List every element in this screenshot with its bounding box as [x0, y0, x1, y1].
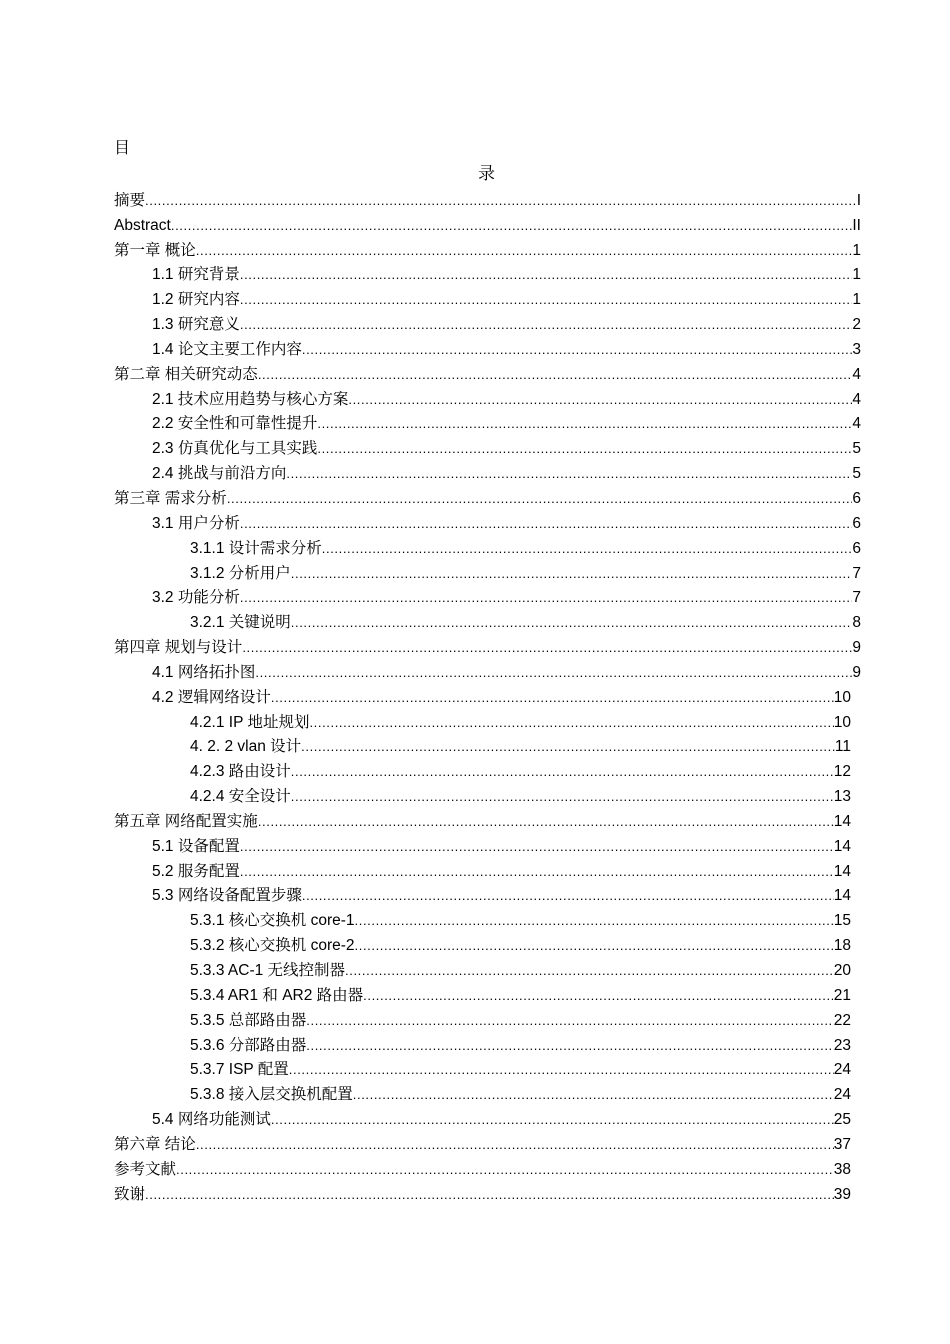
toc-entry-page-number: I — [856, 191, 861, 209]
toc-entry-title: 5.3.1 核心交换机 core-1 — [190, 912, 355, 930]
toc-entry-page-number: 23 — [833, 1036, 851, 1054]
toc-entry-page-number: 5 — [852, 465, 861, 483]
toc-entry-page-number: 6 — [852, 514, 861, 532]
toc-entry-title: 4.2 逻辑网络设计 — [152, 688, 271, 706]
dot-leader — [348, 391, 852, 410]
toc-entry[interactable] — [114, 708, 861, 733]
dot-leader — [289, 1061, 834, 1080]
toc-entry-title: 5.1 设备配置 — [152, 837, 240, 855]
toc-entry-title: 5.3.7 ISP 配置 — [190, 1061, 289, 1079]
toc-entry-page-number: 11 — [834, 738, 851, 756]
toc-entry-page-number: 7 — [852, 589, 861, 607]
toc-entry[interactable] — [114, 683, 861, 708]
toc-entry-title: 5.3.6 分部路由器 — [190, 1036, 307, 1054]
dot-leader — [196, 242, 853, 261]
toc-entry-page-number: 9 — [852, 663, 861, 681]
dot-leader — [286, 465, 852, 484]
toc-entry-title: 摘要 — [114, 191, 146, 209]
toc-entry[interactable] — [114, 1080, 861, 1105]
toc-entry-page-number: II — [852, 216, 861, 234]
toc-entry[interactable] — [114, 559, 861, 584]
toc-entry[interactable] — [114, 509, 861, 534]
dot-leader — [145, 192, 857, 211]
dot-leader — [171, 217, 853, 236]
toc-entry-title: 第三章 需求分析 — [114, 489, 227, 507]
toc-entry[interactable] — [114, 236, 861, 261]
toc-entry[interactable] — [114, 584, 861, 609]
toc-entry-title: 第四章 规划与设计 — [114, 639, 243, 657]
toc-entry-page-number: 1 — [852, 241, 861, 259]
dot-leader — [255, 664, 852, 683]
toc-entry-title: 5.3.8 接入层交换机配置 — [190, 1086, 353, 1104]
dot-leader — [302, 341, 853, 360]
toc-entry[interactable] — [114, 981, 861, 1006]
toc-entry[interactable] — [114, 360, 861, 385]
toc-entry-title: 1.3 研究意义 — [152, 316, 240, 334]
toc-entry[interactable] — [114, 757, 861, 782]
toc-entry-title: 3.2.1 关键说明 — [190, 614, 291, 632]
toc-entry-page-number: 21 — [833, 986, 851, 1004]
toc-entry-title: 2.4 挑战与前沿方向 — [152, 465, 287, 483]
toc-entry-title: 3.1 用户分析 — [152, 514, 240, 532]
dot-leader — [363, 987, 834, 1006]
toc-entry-title: 3.1.2 分析用户 — [190, 564, 291, 582]
toc-entry-page-number: 14 — [833, 812, 851, 830]
toc-entry-title: 4.2.3 路由设计 — [190, 763, 291, 781]
dot-leader — [271, 689, 834, 708]
toc-entry[interactable] — [114, 633, 861, 658]
toc-entry-title: 3.1.1 设计需求分析 — [190, 539, 322, 557]
toc-entry-title: 5.4 网络功能测试 — [152, 1111, 271, 1129]
dot-leader — [345, 962, 834, 981]
toc-entry-title: 2.3 仿真优化与工具实践 — [152, 440, 318, 458]
toc-entry-page-number: 14 — [833, 862, 851, 880]
toc-entry-page-number: 5 — [852, 440, 861, 458]
toc-entry-title: Abstract — [114, 216, 171, 234]
dot-leader — [240, 291, 853, 310]
dot-leader — [242, 639, 852, 658]
toc-entry-page-number: 20 — [833, 962, 851, 979]
toc-entry-page-number: 22 — [833, 1011, 851, 1029]
dot-leader — [291, 614, 853, 633]
dot-leader — [145, 1186, 834, 1205]
toc-entry-page-number: 24 — [833, 1061, 851, 1079]
toc-entry-page-number: 6 — [852, 489, 861, 507]
toc-entry-title: 参考文献 — [114, 1160, 177, 1178]
dot-leader — [353, 1086, 834, 1105]
dot-leader — [317, 440, 852, 459]
toc-entry[interactable] — [114, 782, 861, 807]
toc-heading-char-2: 录 — [478, 164, 495, 183]
toc-entry-title: 1.4 论文主要工作内容 — [152, 340, 302, 358]
toc-entry-title: 4.1 网络拓扑图 — [152, 663, 256, 681]
toc-entry-title: 5.3.3 AC-1 无线控制器 — [190, 962, 346, 979]
toc-entry-title: 2.1 技术应用趋势与核心方案 — [152, 390, 349, 408]
toc-entry-page-number: 4 — [852, 365, 861, 383]
dot-leader — [355, 912, 834, 931]
toc-entry[interactable] — [114, 931, 861, 956]
dot-leader — [240, 266, 853, 285]
toc-entry[interactable] — [114, 733, 861, 758]
toc-entry[interactable] — [114, 534, 861, 559]
table-of-contents — [114, 186, 861, 1205]
toc-entry-title: 第五章 网络配置实施 — [114, 812, 258, 830]
toc-entry[interactable] — [114, 658, 861, 683]
dot-leader — [291, 565, 853, 584]
toc-entry[interactable] — [114, 1006, 861, 1031]
dot-leader — [302, 887, 834, 906]
toc-entry-page-number: 4 — [852, 390, 861, 408]
toc-entry[interactable] — [114, 608, 861, 633]
toc-entry-page-number: 4 — [852, 415, 861, 433]
toc-entry-title: 5.3.4 AR1 和 AR2 路由器 — [190, 986, 364, 1004]
dot-leader — [240, 838, 834, 857]
toc-entry-page-number: 13 — [833, 788, 851, 806]
toc-entry-page-number: 8 — [852, 614, 861, 632]
toc-entry-page-number: 7 — [852, 564, 861, 582]
toc-entry[interactable] — [114, 285, 861, 310]
toc-entry-title: 第二章 相关研究动态 — [114, 365, 258, 383]
toc-entry[interactable] — [114, 807, 861, 832]
toc-entry-page-number: 1 — [852, 266, 861, 284]
dot-leader — [258, 366, 853, 385]
toc-entry-title: 1.2 研究内容 — [152, 291, 240, 309]
toc-entry-page-number: 14 — [833, 887, 851, 905]
toc-entry-title: 3.2 功能分析 — [152, 589, 240, 607]
toc-entry-title: 5.3 网络设备配置步骤 — [152, 887, 302, 905]
dot-leader — [306, 1037, 833, 1056]
toc-entry[interactable] — [114, 186, 861, 211]
toc-entry-title: 5.2 服务配置 — [152, 862, 240, 880]
toc-entry-title: 第一章 概论 — [114, 241, 196, 259]
toc-entry[interactable] — [114, 906, 861, 931]
toc-entry-page-number: 9 — [852, 639, 861, 657]
toc-entry[interactable] — [114, 956, 861, 981]
toc-entry-page-number: 37 — [833, 1135, 851, 1153]
toc-entry-page-number: 39 — [833, 1185, 851, 1203]
toc-entry-page-number: 3 — [852, 340, 861, 358]
dot-leader — [291, 763, 834, 782]
toc-entry[interactable] — [114, 385, 861, 410]
toc-entry-page-number: 10 — [833, 688, 851, 706]
dot-leader — [240, 515, 853, 534]
dot-leader — [196, 1136, 834, 1155]
toc-entry-title: 2.2 安全性和可靠性提升 — [152, 415, 318, 433]
toc-entry[interactable] — [114, 484, 861, 509]
toc-entry-title: 致谢 — [114, 1185, 146, 1203]
dot-leader — [291, 788, 834, 807]
toc-entry[interactable] — [114, 261, 861, 286]
toc-entry[interactable] — [114, 434, 861, 459]
toc-entry-page-number: 38 — [833, 1160, 851, 1178]
toc-entry[interactable] — [114, 1031, 861, 1056]
toc-entry[interactable] — [114, 310, 861, 335]
dot-leader — [240, 863, 834, 882]
toc-entry-title: 5.3.2 核心交换机 core-2 — [190, 937, 355, 955]
toc-entry-page-number: 6 — [852, 539, 861, 557]
toc-entry-page-number: 15 — [833, 912, 851, 930]
toc-entry-page-number: 24 — [833, 1086, 851, 1104]
toc-entry[interactable] — [114, 1105, 861, 1130]
toc-entry[interactable] — [114, 335, 861, 360]
dot-leader — [240, 589, 853, 608]
toc-entry[interactable] — [114, 211, 861, 236]
toc-entry[interactable] — [114, 1130, 861, 1155]
toc-entry-title: 第六章 结论 — [114, 1135, 196, 1153]
toc-heading-char-1: 目 — [114, 140, 131, 157]
dot-leader — [240, 316, 853, 335]
toc-entry[interactable] — [114, 1056, 861, 1081]
toc-entry[interactable] — [114, 1180, 861, 1205]
dot-leader — [176, 1161, 834, 1180]
toc-entry[interactable] — [114, 882, 861, 907]
dot-leader — [317, 415, 852, 434]
toc-entry-page-number: 18 — [833, 937, 851, 955]
toc-entry-page-number: 14 — [833, 837, 851, 855]
toc-entry-title: 4.2.1 IP 地址规划 — [190, 713, 310, 731]
dot-leader — [355, 937, 834, 956]
toc-entry-page-number: 25 — [833, 1111, 851, 1129]
dot-leader — [271, 1111, 834, 1130]
toc-entry[interactable] — [114, 832, 861, 857]
toc-entry-title: 1.1 研究背景 — [152, 266, 240, 284]
toc-entry-page-number: 10 — [833, 713, 851, 731]
toc-entry[interactable] — [114, 459, 861, 484]
toc-entry[interactable] — [114, 410, 861, 435]
dot-leader — [301, 738, 835, 757]
dot-leader — [306, 1012, 833, 1031]
toc-entry-title: 4. 2. 2 vlan 设计 — [190, 738, 302, 756]
toc-entry[interactable] — [114, 857, 861, 882]
toc-entry-page-number: 1 — [852, 291, 861, 309]
dot-leader — [258, 813, 834, 832]
dot-leader — [322, 540, 853, 559]
toc-entry-page-number: 12 — [833, 763, 851, 781]
toc-entry-title: 4.2.4 安全设计 — [190, 788, 291, 806]
toc-entry-page-number: 2 — [852, 316, 861, 334]
dot-leader — [227, 490, 853, 509]
toc-entry-title: 5.3.5 总部路由器 — [190, 1011, 307, 1029]
dot-leader — [309, 714, 833, 733]
toc-entry[interactable] — [114, 1155, 861, 1180]
